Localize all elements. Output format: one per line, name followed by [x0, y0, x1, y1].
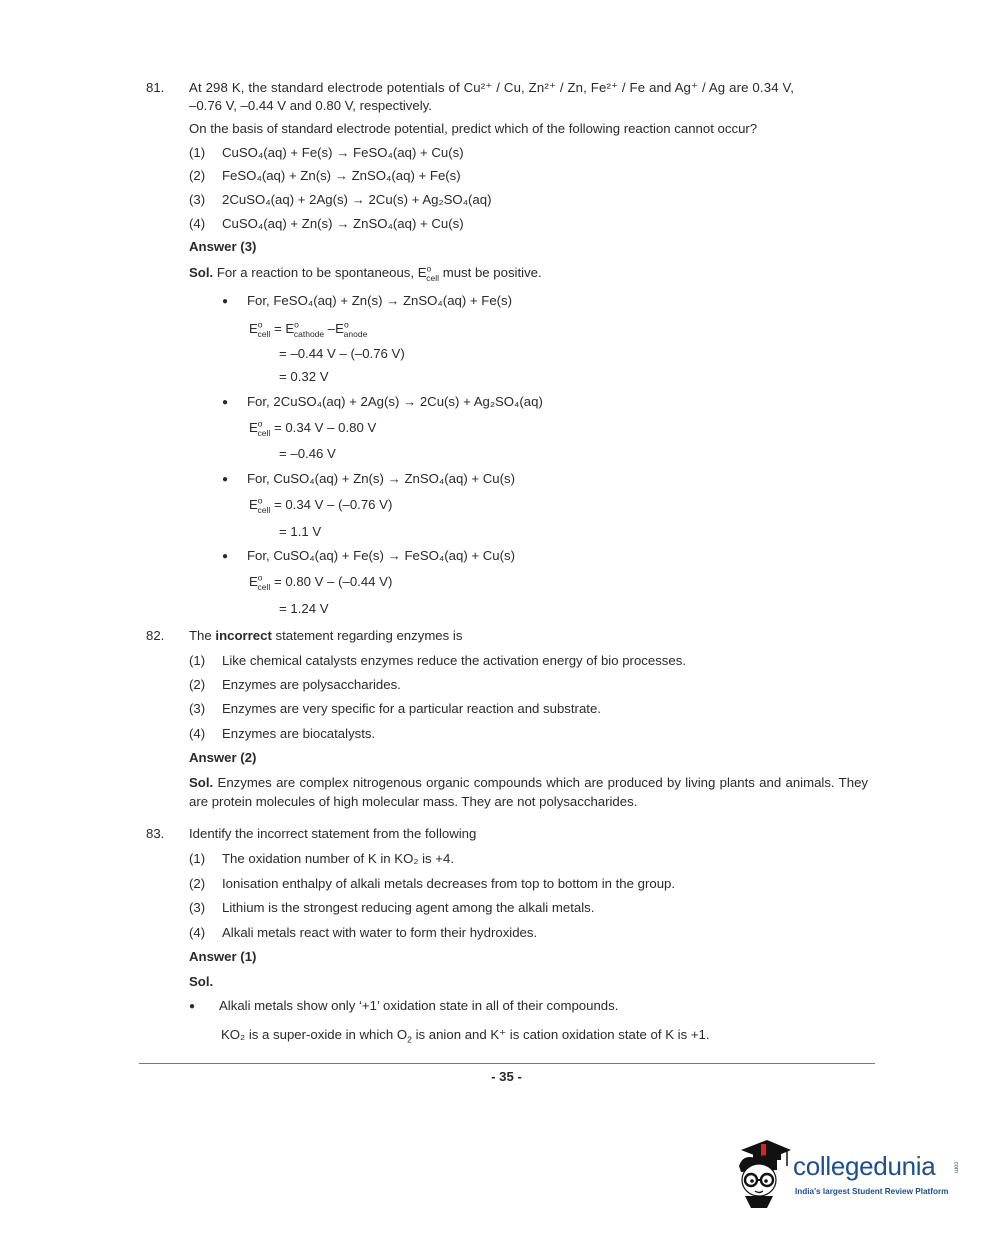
q82-option-2: (2) Enzymes are polysaccharides. [189, 677, 401, 692]
q82-number: 82. [146, 628, 165, 643]
q82-solution: Sol. Enzymes are complex nitrogenous organic compounds which are produced by living plants and animals. They are protein molecules of high molecular mass. They are not polysaccharides. [189, 775, 869, 809]
q82-option-4: (4) Enzymes are biocatalysts. [189, 726, 376, 741]
page-number: - 35 - [491, 1069, 522, 1084]
q83-option-4: (4) Alkali metals react with water to form their hydroxides. [189, 925, 538, 940]
q81-solution-intro: Sol. For a reaction to be spontaneous, $E^o_{cell}$ must be positive. [189, 263, 542, 283]
q83-sol-label: Sol. [189, 974, 214, 989]
q83-solution-last: KO₂ is a super-oxide in which $O_2$ is anion and K⁺ is cation oxidation state of K is +1. [221, 1027, 710, 1045]
q83-number: 83. [146, 826, 165, 841]
q81-bullet3-reaction: For, CuSO₄(aq) + Zn(s) → ZnSO₄(aq) + Cu(s) [247, 471, 515, 486]
footer-divider [139, 1063, 875, 1064]
q81-bullet1-result: = 0.32 V [279, 369, 329, 384]
bullet-icon: ● [222, 551, 229, 562]
q81-bullet3-formula: $E^o_{cell} = 0.34$ V – (–0.76 V) [249, 495, 393, 515]
q81-option-2: (2) FeSO₄(aq) + Zn(s) → ZnSO₄(aq) + Fe(s) [189, 168, 461, 183]
q81-question: On the basis of standard electrode potential, predict which of the following reaction cannot occur? [189, 121, 758, 136]
q81-option-4: (4) CuSO₄(aq) + Zn(s) → ZnSO₄(aq) + Cu(s) [189, 216, 464, 231]
q81-bullet1-step: = –0.44 V – (–0.76 V) [279, 346, 405, 361]
brand-name: collegedunia [793, 1151, 936, 1181]
bullet-icon: ● [222, 474, 229, 485]
q81-option-3: (3) 2CuSO₄(aq) + 2Ag(s) → 2Cu(s) + Ag₂SO₄(aq) [189, 192, 492, 207]
q81-answer: Answer (3) [189, 239, 257, 254]
q81-bullet2-result: = –0.46 V [279, 446, 336, 461]
q81-bullet1-formula: $E^o_{cell} = E^o_{cathode}$ $-E^o_{anode}$ [249, 319, 368, 339]
q81-option-1: (1) CuSO₄(aq) + Fe(s) → FeSO₄(aq) + Cu(s) [189, 145, 464, 160]
q83-stem: Identify the incorrect statement from the following [189, 826, 477, 841]
q81-bullet3-result: = 1.1 V [279, 524, 322, 539]
q82-option-3: (3) Enzymes are very specific for a particular reaction and substrate. [189, 701, 601, 716]
q81-stem-line1: At 298 K, the standard electrode potentials of Cu²⁺ / Cu, Zn²⁺ / Zn, Fe²⁺ / Fe and Ag⁺ / Ag are 0.34 V, [189, 80, 795, 95]
q81-bullet4-result: = 1.24 V [279, 601, 329, 616]
bullet-icon: ● [222, 397, 229, 408]
q82-stem: The incorrect statement regarding enzymes is [189, 628, 463, 643]
brand-tagline: India's largest Student Review Platform [795, 1187, 949, 1196]
bullet-icon: ● [222, 296, 229, 307]
q81-stem-line2: –0.76 V, –0.44 V and 0.80 V, respectively. [189, 98, 432, 113]
q81-bullet2-formula: $E^o_{cell} = 0.34$ V – 0.80 V [249, 418, 377, 438]
q83-solution-bullet: Alkali metals show only ‘+1’ oxidation state in all of their compounds. [219, 998, 619, 1013]
q83-option-2: (2) Ionisation enthalpy of alkali metals decreases from top to bottom in the group. [189, 876, 676, 891]
brand-logo[interactable] [733, 1136, 963, 1212]
q81-bullet1-reaction: For, FeSO₄(aq) + Zn(s) → ZnSO₄(aq) + Fe(s) [247, 293, 513, 308]
mascot-icon [733, 1136, 795, 1212]
q81-bullet4-formula: $E^o_{cell} = 0.80$ V – (–0.44 V) [249, 572, 393, 592]
q82-answer: Answer (2) [189, 750, 257, 765]
q81-bullet4-reaction: For, CuSO₄(aq) + Fe(s) → FeSO₄(aq) + Cu(s) [247, 548, 515, 563]
q81-number: 81. [146, 80, 165, 95]
bullet-icon: ● [189, 1001, 196, 1012]
q83-option-3: (3) Lithium is the strongest reducing agent among the alkali metals. [189, 900, 595, 915]
q83-option-1: (1) The oxidation number of K in KO₂ is +4. [189, 851, 454, 866]
q82-option-1: (1) Like chemical catalysts enzymes reduce the activation energy of bio processes. [189, 653, 686, 668]
q83-answer: Answer (1) [189, 949, 257, 964]
brand-domain: .com [952, 1160, 959, 1174]
q81-bullet2-reaction: For, 2CuSO₄(aq) + 2Ag(s) → 2Cu(s) + Ag₂SO₄(aq) [247, 394, 543, 409]
